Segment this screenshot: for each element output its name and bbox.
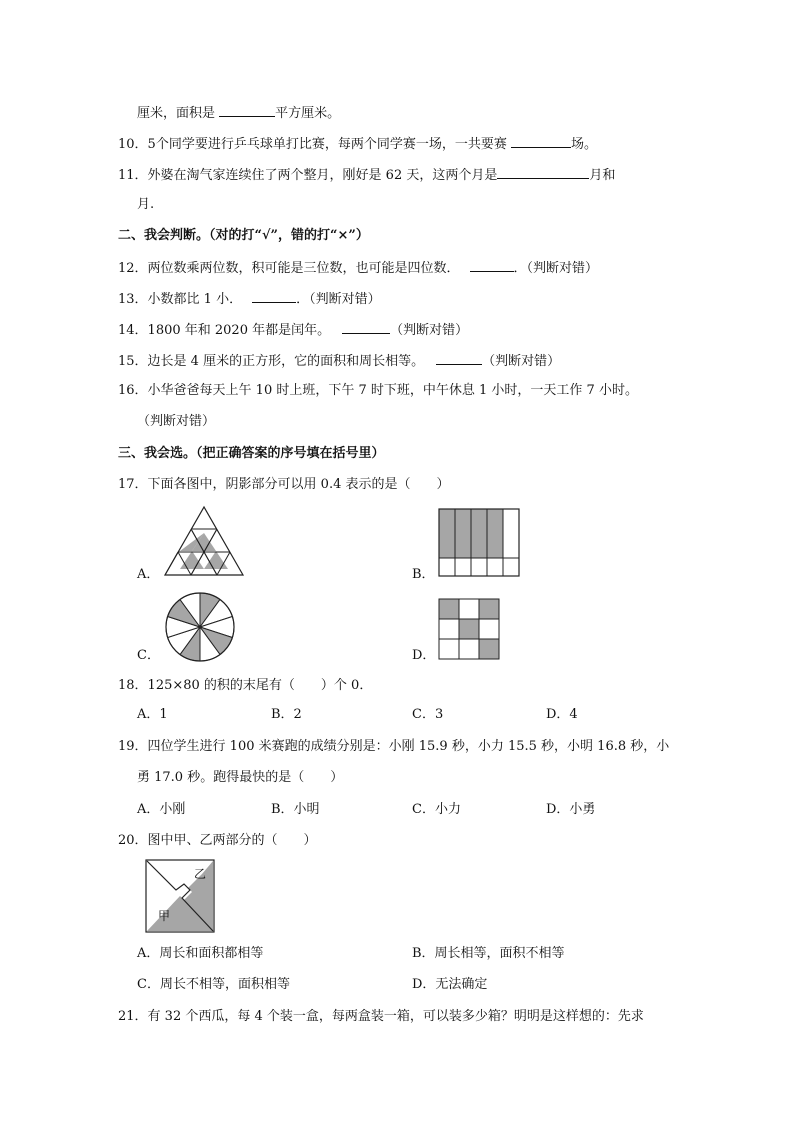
grid-cell [479, 639, 499, 659]
question-20: 20．图中甲、乙两部分的（ ） [118, 833, 317, 848]
circle-figure [164, 591, 236, 663]
question-13: 13．小数都比 1 小． ．（判断对错） [118, 288, 381, 310]
answer-blank[interactable] [497, 164, 589, 179]
grid-figure [438, 598, 500, 660]
section-heading-choose: 三、我会选。（把正确答案的序号填在括号里） [118, 446, 385, 461]
answer-blank[interactable] [342, 319, 390, 334]
question-18: 18．125×80 的积的末尾有（ ）个 0． [118, 678, 373, 693]
q20-option-a[interactable]: A．周长和面积都相等 [137, 946, 264, 961]
grid-cell [459, 619, 479, 639]
grid-cell [439, 599, 459, 619]
q19-option-b[interactable]: B．小明 [271, 802, 320, 817]
q19-option-d[interactable]: D．小勇 [546, 802, 596, 817]
grid-cell [479, 599, 499, 619]
grid-cell [459, 599, 479, 619]
grid-cell [439, 619, 459, 639]
q18-option-b[interactable]: B．2 [271, 707, 302, 722]
question-21: 21．有 32 个西瓜，每 4 个装一盒，每两盒装一箱，可以装多少箱？明明是这样想的：先求 [118, 1009, 644, 1024]
question-16: 16．小华爸爸每天上午 10 时上班，下午 7 时下班，中午休息 1 小时，一天工作 7 小时。 [118, 383, 638, 398]
option-d-label[interactable]: D． [412, 648, 436, 663]
triangle-figure [162, 505, 246, 579]
q18-option-a[interactable]: A．1 [137, 707, 168, 722]
grid-cell [479, 619, 499, 639]
q19-option-c[interactable]: C．小力 [412, 802, 461, 817]
option-b-label[interactable]: B． [412, 567, 435, 582]
question-16-cont: （判断对错） [137, 414, 216, 429]
question-12: 12．两位数乘两位数，积可能是三位数，也可能是四位数． ．（判断对错） [118, 257, 598, 279]
question-14: 14．1800 年和 2020 年都是闰年。 （判断对错） [118, 319, 468, 341]
answer-blank[interactable] [219, 102, 275, 117]
question-10: 10．5个同学要进行乒乓球单打比赛，每两个同学赛一场，一共要赛 场。 [118, 133, 597, 155]
q18-option-c[interactable]: C．3 [412, 707, 444, 722]
question-11-cont: 月. [137, 197, 155, 212]
question-15: 15．边长是 4 厘米的正方形，它的面积和周长相等。 （判断对错） [118, 350, 560, 372]
answer-blank[interactable] [252, 288, 296, 303]
grid-cell [439, 639, 459, 659]
q20-option-b[interactable]: B．周长相等，面积不相等 [412, 946, 565, 961]
section-heading-judge: 二、我会判断。（对的打“√”，错的打“×”） [118, 228, 369, 243]
option-a-label[interactable]: A． [137, 567, 160, 582]
label-jia: 甲 [158, 909, 171, 923]
q20-option-c[interactable]: C．周长不相等，面积相等 [137, 977, 290, 992]
split-square-figure [144, 858, 216, 934]
rectangle-strip-figure [438, 508, 520, 578]
option-c-label[interactable]: C． [137, 648, 160, 663]
answer-blank[interactable] [511, 133, 571, 148]
grid-cell [459, 639, 479, 659]
label-yi: 乙 [194, 867, 207, 881]
question-11: 11．外婆在淘气家连续住了两个整月，刚好是 62 天，这两个月是 月和 [118, 164, 615, 186]
q18-option-d[interactable]: D．4 [546, 707, 578, 722]
question-17: 17．下面各图中，阴影部分可以用 0.4 表示的是（ ） [118, 477, 450, 492]
answer-blank[interactable] [436, 350, 482, 365]
q20-option-d[interactable]: D．无法确定 [412, 977, 488, 992]
answer-blank[interactable] [470, 257, 514, 272]
q19-option-a[interactable]: A．小刚 [137, 802, 186, 817]
q9-continuation: 厘米，面积是 平方厘米。 [137, 102, 340, 124]
question-19: 19．四位学生进行 100 米赛跑的成绩分别是：小刚 15.9 秒，小力 15.5 秒，小明 16.8 秒，小 [118, 739, 670, 754]
question-19-cont: 勇 17.0 秒。跑得最快的是（ ） [137, 770, 344, 785]
